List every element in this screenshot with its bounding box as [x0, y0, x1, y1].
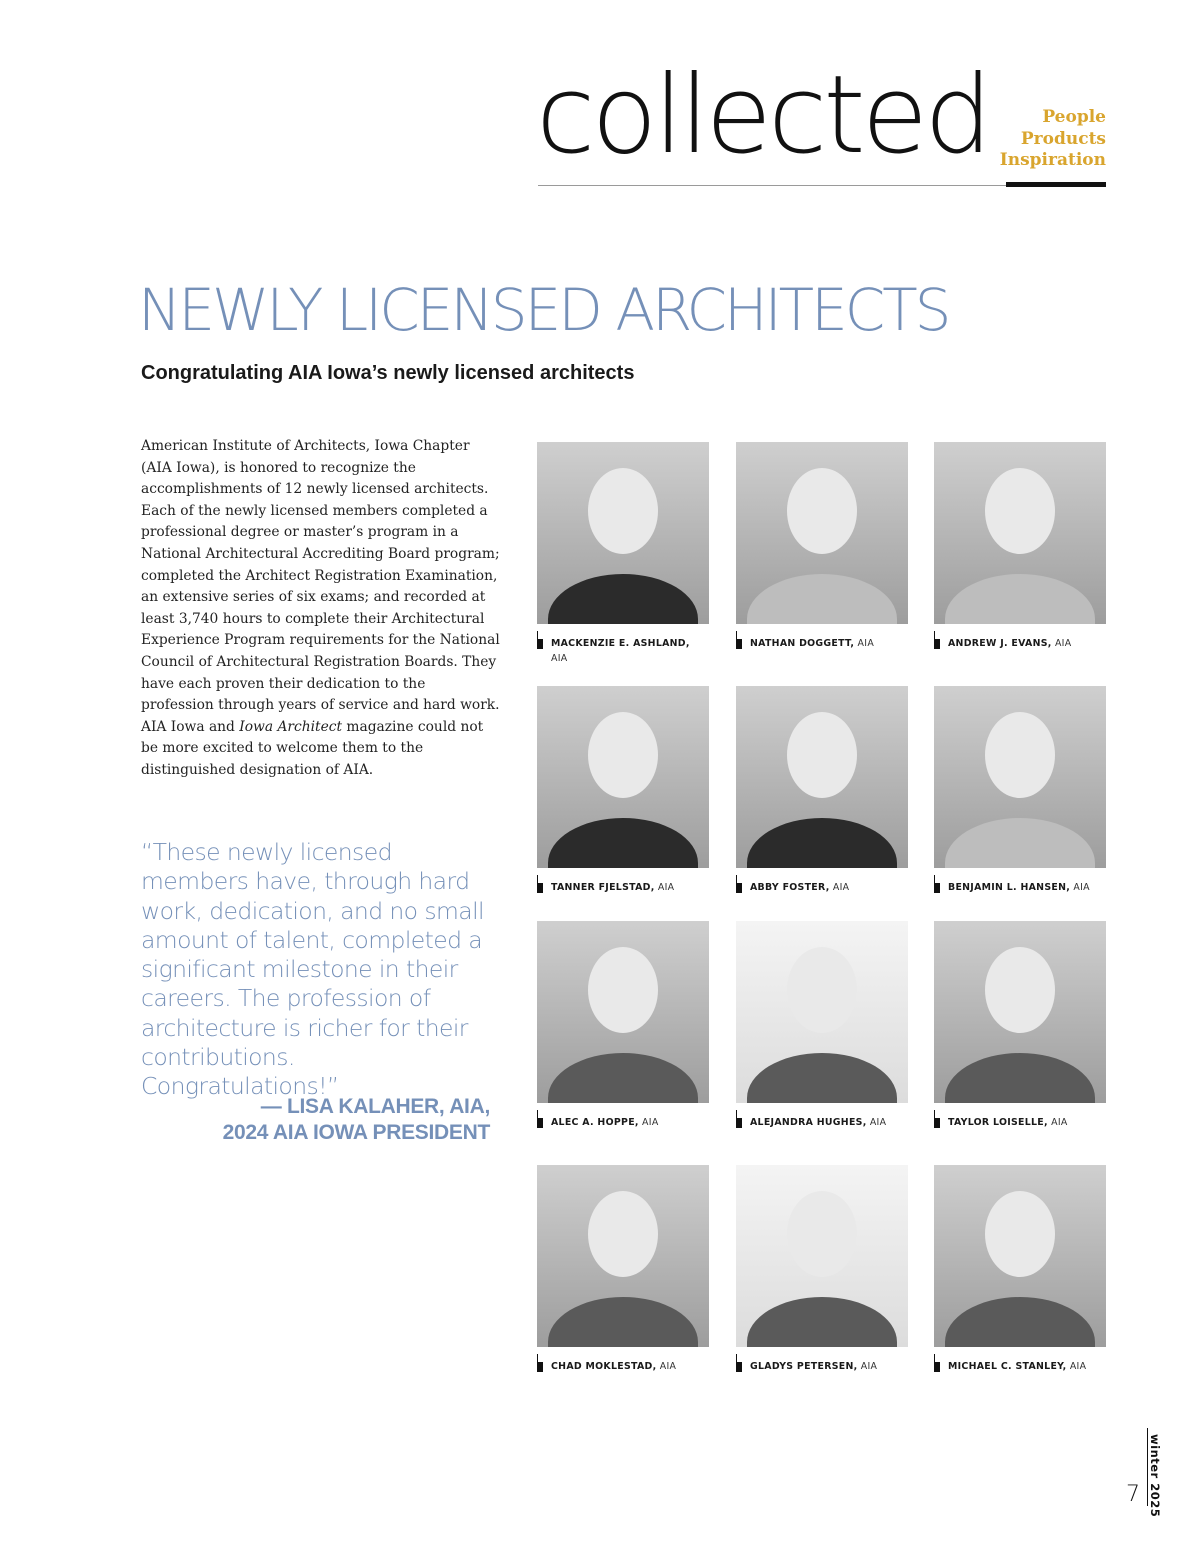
architect-card: [736, 921, 908, 1130]
architect-name: BENJAMIN L. HANSEN,: [948, 882, 1071, 893]
caption-marker: [736, 883, 742, 893]
section-tagline: [1000, 107, 1106, 172]
architect-caption: [537, 1115, 709, 1130]
portrait-photo: [537, 1165, 709, 1347]
architect-card: [537, 1165, 709, 1374]
architect-card: [934, 921, 1106, 1130]
architect-credential: AIA: [1051, 1117, 1068, 1128]
architect-card: [934, 686, 1106, 895]
architect-caption: [934, 880, 1106, 895]
pull-quote: “These newly licensed members have, through hard work, dedication, and no small amount of talent, completed a significant milestone in their careers. The profession of architecture is richer for their contributions. Congratulations!”: [141, 838, 484, 1101]
portrait-photo: [537, 686, 709, 868]
architect-card: [934, 1165, 1106, 1374]
architect-name: CHAD MOKLESTAD,: [551, 1361, 657, 1372]
caption-marker: [537, 639, 543, 649]
architect-name: TAYLOR LOISELLE,: [948, 1117, 1048, 1128]
caption-marker: [934, 1118, 940, 1128]
portrait-photo: [736, 1165, 908, 1347]
architect-name: GLADYS PETERSEN,: [750, 1361, 858, 1372]
architect-caption: [736, 1115, 908, 1130]
architect-caption: [537, 880, 709, 895]
caption-marker: [934, 883, 940, 893]
caption-marker: [537, 883, 543, 893]
architect-credential: AIA: [659, 1361, 677, 1372]
architect-name: ABBY FOSTER,: [750, 882, 830, 893]
portrait-photo: [934, 686, 1106, 868]
architect-name: TANNER FJELSTAD,: [551, 882, 655, 893]
architect-caption: [934, 636, 1106, 651]
section-title-rule: [538, 185, 1008, 186]
caption-marker: [934, 1362, 940, 1372]
caption-marker: [736, 1362, 742, 1372]
section-title: collected: [536, 53, 989, 178]
architect-card: [736, 1165, 908, 1374]
architect-credential: AIA: [1073, 882, 1090, 893]
architect-credential: AIA: [551, 653, 568, 664]
portrait-photo: [537, 442, 709, 624]
architect-credential: AIA: [869, 1117, 887, 1128]
architect-caption: [736, 636, 908, 651]
portrait-photo: [934, 1165, 1106, 1347]
architect-name: ALEJANDRA HUGHES,: [750, 1117, 867, 1128]
architect-credential: AIA: [857, 638, 875, 649]
issue-label: winter 2025: [1148, 1434, 1162, 1518]
portrait-photo: [934, 442, 1106, 624]
architect-name: NATHAN DOGGETT,: [750, 638, 855, 649]
architect-card: [537, 921, 709, 1130]
article-subhead: Congratulating AIA Iowa’s newly licensed architects: [141, 362, 635, 384]
architect-card: [934, 442, 1106, 651]
caption-marker: [537, 1118, 543, 1128]
architect-credential: AIA: [1069, 1361, 1087, 1372]
caption-marker: [934, 639, 940, 649]
page-number: 7: [1126, 1482, 1140, 1507]
architect-name: ANDREW J. EVANS,: [948, 638, 1052, 649]
caption-marker: [537, 1362, 543, 1372]
quote-attribution: [223, 1094, 490, 1146]
caption-marker: [736, 1118, 742, 1128]
portrait-photo: [934, 921, 1106, 1103]
architect-name: MICHAEL C. STANLEY,: [948, 1361, 1067, 1372]
tagline-item: People: [1042, 107, 1106, 127]
portrait-photo: [736, 686, 908, 868]
architect-credential: AIA: [860, 1361, 878, 1372]
portrait-photo: [736, 442, 908, 624]
architect-card: [537, 686, 709, 895]
portrait-photo: [736, 921, 908, 1103]
tagline-item: Inspiration: [999, 150, 1106, 170]
magazine-title: Iowa Architect: [239, 718, 343, 735]
architect-caption: [736, 880, 908, 895]
architect-credential: AIA: [657, 882, 675, 893]
architect-name: ALEC A. HOPPE,: [551, 1117, 639, 1128]
caption-marker: [736, 639, 742, 649]
architect-credential: AIA: [642, 1117, 659, 1128]
architect-credential: AIA: [832, 882, 850, 893]
architect-caption: [934, 1115, 1106, 1130]
intro-text: American Institute of Architects, Iowa Chapter (AIA Iowa), is honored to recognize the accomplishments of 12 newly licensed architects. Each of the newly licensed members completed a professional degree or master’s program in a National Architectural Accrediting Board program; completed the Architect Registration Examination, an extensive series of six exams; and recorded at least 3,740 hours to complete their Architectural Experience Program requirements for the National Council of Architectural Registration Boards. They have each proven their dedication to the profession through years of service and hard work. AIA Iowa and: [141, 438, 500, 735]
tagline-rule: [1006, 182, 1106, 187]
attribution-title: 2024 AIA IOWA PRESIDENT: [222, 1121, 490, 1144]
architect-card: [736, 442, 908, 651]
intro-text: magazine could not be more excited to welcome them to the distinguished designation of AIA.: [141, 718, 484, 778]
article-headline: NEWLY LICENSED ARCHITECTS: [138, 276, 949, 344]
architect-card: [736, 686, 908, 895]
architect-card: [537, 442, 709, 666]
tagline-item: Products: [1020, 128, 1106, 149]
architect-name: MACKENZIE E. ASHLAND,: [551, 638, 690, 649]
architect-caption: [736, 1359, 908, 1374]
architect-caption: [537, 636, 709, 666]
architect-credential: AIA: [1054, 638, 1072, 649]
architect-caption: [537, 1359, 709, 1374]
portrait-photo: [537, 921, 709, 1103]
attribution-name: — LISA KALAHER, AIA,: [260, 1095, 490, 1118]
architect-caption: [934, 1359, 1106, 1374]
article-intro: [141, 436, 501, 782]
